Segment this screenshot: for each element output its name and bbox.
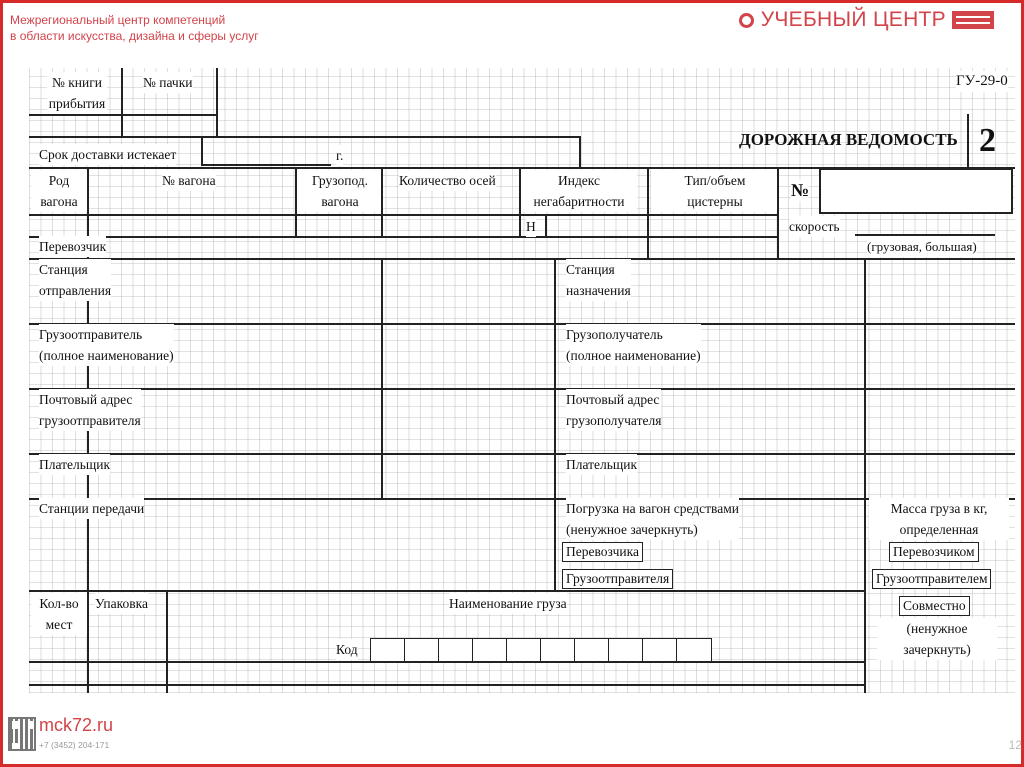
mass-carrier-box: Перевозчиком [889, 542, 979, 562]
number-field [819, 168, 1013, 214]
index-label: Индекс негабаритности [521, 170, 637, 212]
mass-label: Масса груза в кг, определенная [869, 498, 1009, 540]
mass-shipper-box: Грузоотправителем [872, 569, 991, 589]
payer-right-label: Плательщик [566, 454, 637, 475]
consignee-label: Грузополучатель (полное наименование) [566, 324, 701, 366]
payer-left-label: Плательщик [39, 454, 110, 475]
code-cell [370, 638, 406, 662]
wagon-number-label: № вагона [162, 170, 216, 191]
form-title: ДОРОЖНАЯ ВЕДОМОСТЬ [739, 130, 958, 149]
code-cell [574, 638, 610, 662]
code-cell [506, 638, 542, 662]
form-code: ГУ-29-0 [956, 71, 1008, 92]
loading-shipper-box: Грузоотправителя [562, 569, 673, 589]
org-line-1: Межрегиональный центр компетенций [10, 13, 226, 27]
number-sign: № [791, 180, 810, 200]
road-waybill-form [29, 68, 1015, 693]
brand-name: УЧЕБНЫЙ ЦЕНТР [760, 8, 946, 31]
footer-phone: +7 (3452) 204-171 [39, 740, 110, 750]
packing-label: Упаковка [95, 593, 148, 614]
shipper-label: Грузоотправитель (полное наименование) [39, 324, 174, 366]
loading-label: Погрузка на вагон средствами (ненужное зачеркнуть) [566, 498, 739, 540]
code-cell [540, 638, 576, 662]
departure-station-label: Станция отправления [39, 259, 111, 301]
copy-number: 2 [979, 122, 996, 159]
brand-logo [739, 8, 994, 32]
code-cell [676, 638, 712, 662]
speed-note: (грузовая, большая) [867, 236, 977, 257]
footer-site: mck72.ru [39, 715, 114, 735]
capacity-label: Грузопод. вагона [297, 170, 383, 212]
carrier-label: Перевозчик [39, 236, 106, 257]
qr-code-icon [8, 717, 36, 751]
shipper-address-label: Почтовый адрес грузоотправителя [39, 389, 141, 431]
wagon-kind-label: Род вагона [31, 170, 87, 212]
year-suffix: г. [336, 145, 343, 166]
tank-label: Тип/объем цистерны [651, 170, 779, 212]
speed-label: скорость [789, 216, 840, 237]
delivery-term-label: Срок доставки истекает [39, 144, 176, 165]
code-cell [438, 638, 474, 662]
cargo-name-label: Наименование груза [449, 593, 567, 614]
code-cell [608, 638, 644, 662]
quantity-label: Кол-во мест [31, 593, 87, 635]
mass-joint-box: Совместно [899, 596, 970, 616]
consignee-address-label: Почтовый адрес грузополучателя [566, 389, 661, 431]
pack-number-label: № пачки [143, 72, 193, 93]
mass-note: (ненужное зачеркнуть) [877, 618, 997, 660]
oversize-n-label: Н [526, 216, 536, 237]
book-number-label: № книги прибытия [47, 72, 107, 114]
code-cell [404, 638, 440, 662]
org-header [10, 12, 259, 44]
org-line-2: в области искусства, дизайна и сферы услуг [10, 29, 259, 43]
brand-dot-icon [739, 13, 754, 28]
transfer-stations-label: Станции передачи [39, 498, 144, 519]
destination-station-label: Станция назначения [566, 259, 631, 301]
page-number: 12 [1008, 738, 1022, 752]
code-cell [472, 638, 508, 662]
loading-carrier-box: Перевозчика [562, 542, 643, 562]
code-label: Код [336, 639, 358, 660]
code-cell [642, 638, 678, 662]
brand-tag-icon [952, 11, 994, 29]
axles-label: Количество осей [399, 170, 496, 191]
